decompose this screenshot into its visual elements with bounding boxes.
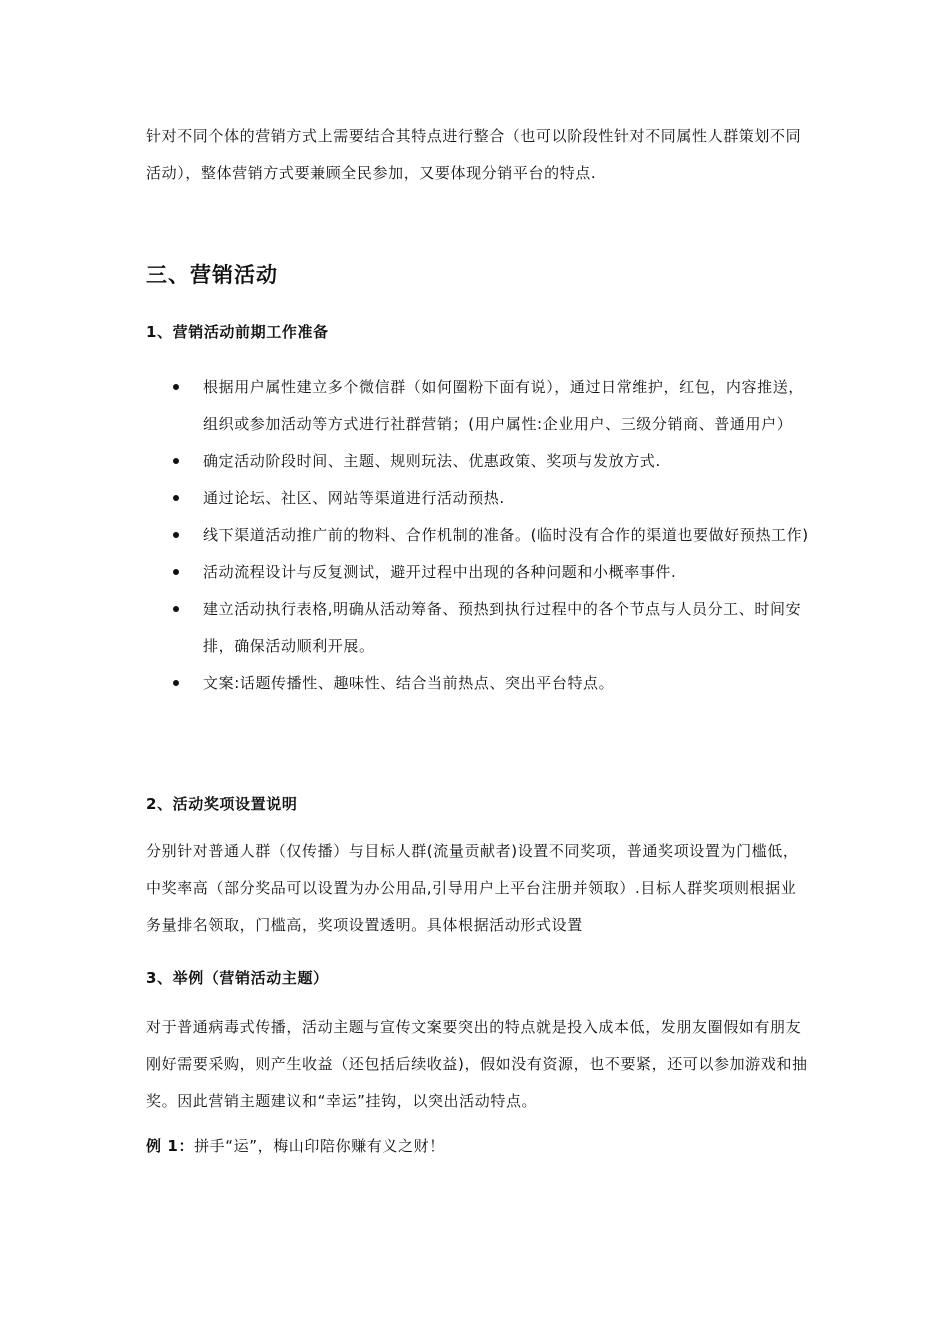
list-item — [170, 480, 810, 517]
list-item-text: 根据用户属性建立多个微信群（如何圈粉下面有说），通过日常维护，红包，内容推送，组织或参加活动等方式进行社群营销；(用户属性:企业用户、三级分销商、普通用户） — [203, 378, 804, 433]
list-item-text: 活动流程设计与反复测试，避开过程中出现的各种问题和小概率事件. — [203, 563, 677, 581]
bullet-icon — [173, 384, 179, 390]
bullet-icon — [173, 458, 179, 464]
bullet-icon — [173, 532, 179, 538]
bullet-icon — [173, 606, 179, 612]
subsection-1-title: 1、营销活动前期工作准备 — [146, 323, 329, 341]
subsection-2-title: 2、活动奖项设置说明 — [146, 795, 298, 813]
list-item-text: 确定活动阶段时间、主题、规则玩法、优惠政策、奖项与发放方式. — [203, 452, 661, 470]
list-item — [170, 369, 810, 443]
list-item — [170, 554, 810, 591]
intro-paragraph: 针对不同个体的营销方式上需要结合其特点进行整合（也可以阶段性针对不同属性人群策划不同活动），整体营销方式要兼顾全民参加，又要体现分销平台的特点. — [146, 127, 802, 182]
bullet-icon — [173, 680, 179, 686]
preparation-list — [170, 369, 810, 702]
list-item-text: 文案:话题传播性、趣味性、结合当前热点、突出平台特点。 — [203, 674, 615, 692]
example-1-text: 拼手“运”，梅山印陪你赚有义之财！ — [194, 1137, 445, 1155]
list-item — [170, 517, 810, 554]
section-title: 三、营销活动 — [146, 263, 278, 287]
prize-paragraph: 分别针对普通人群（仅传播）与目标人群(流量贡献者)设置不同奖项，普通奖项设置为门槛低，中奖率高（部分奖品可以设置为办公用品,引导用户上平台注册并领取）.目标人群奖项则根据业务量排名领取，门槛高，奖项设置透明。具体根据活动形式设置 — [146, 842, 799, 934]
list-item — [170, 591, 810, 665]
example-paragraph: 对于普通病毒式传播，活动主题与宣传文案要突出的特点就是投入成本低，发朋友圈假如有朋友刚好需要采购，则产生收益（还包括后续收益)，假如没有资源，也不要紧，还可以参加游戏和抽奖。因此营销主题建议和“幸运”挂钩，以突出活动特点。 — [146, 1018, 808, 1110]
list-item-text: 通过论坛、社区、网站等渠道进行活动预热. — [203, 489, 505, 507]
list-item — [170, 665, 810, 702]
list-item-text: 线下渠道活动推广前的物料、合作机制的准备。(临时没有合作的渠道也要做好预热工作) — [203, 526, 809, 544]
list-item — [170, 443, 810, 480]
bullet-icon — [173, 569, 179, 575]
example-1 — [146, 1135, 445, 1156]
list-item-text: 建立活动执行表格,明确从活动筹备、预热到执行过程中的各个节点与人员分工、时间安排，确保活动顺利开展。 — [203, 600, 802, 655]
bullet-icon — [173, 495, 179, 501]
example-1-label: 例 1： — [146, 1137, 195, 1155]
subsection-3-title: 3、举例（营销活动主题） — [146, 969, 329, 987]
